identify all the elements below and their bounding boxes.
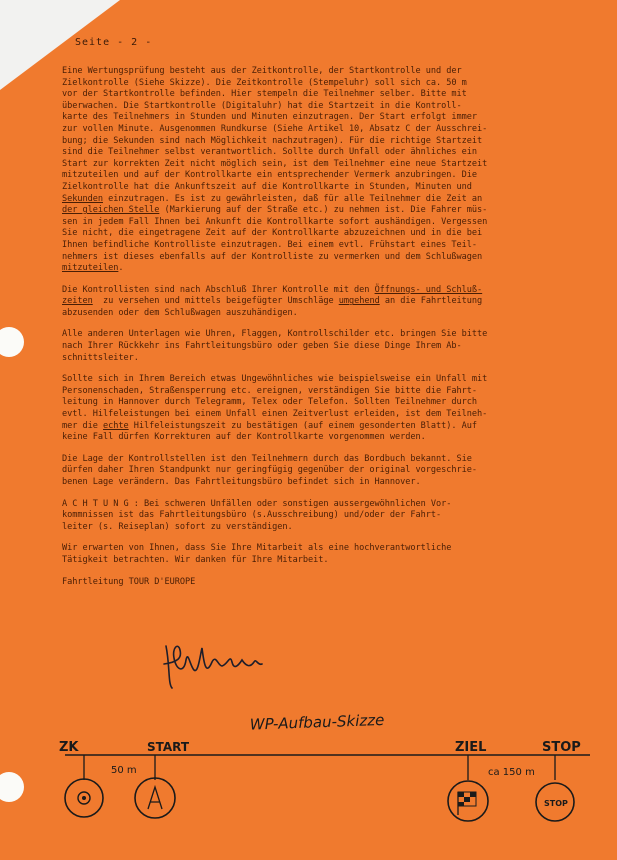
letter-body [62, 66, 562, 598]
paragraph-lage: Die Lage der Kontrollstellen ist den Teilnehmern durch das Bordbuch bekannt. Sie dürfen daher Ihren Standpunkt nur geringfügig gegenüber der original vorgeschrie- benen Lage verändern. Das Fahrtleitungsbüro befindet sich in Hannover. [62, 453, 478, 487]
underline-sekunden: Sekunden [62, 193, 103, 204]
label-ziel: ZIEL [455, 740, 487, 755]
distance-150m: ca 150 m [488, 767, 535, 778]
paragraph-achtung: A C H T U N G : Bei schweren Unfällen oder sonstigen aussergewöhnlichen Vor- kommnissen ist das Fahrtleitungsbüro (s.Ausschreibung) und/oder der Fahrt- leiter (s. Reiseplan) sofort zu verständigen. [62, 498, 452, 532]
stop-sign-icon [536, 783, 574, 821]
label-start: START [147, 740, 190, 754]
paragraph-dank: Wir erwarten von Ihnen, dass Sie Ihre Mitarbeit als eine hochverantwortliche Tätigkeit betrachten. Wir danken für Ihre Mitarbeit. [62, 543, 452, 565]
wp-sketch [55, 705, 595, 845]
sketch-title: WP-Aufbau-Skizze [249, 710, 385, 734]
page-header: Seite - 2 - [75, 37, 153, 48]
svg-text:STOP: STOP [544, 799, 568, 808]
underline-echte: echte [103, 420, 129, 431]
paragraph-wertungspruefung: Eine Wertungsprüfung besteht aus der Zeitkontrolle, der Startkontrolle und der Zielkontrolle (Siehe Skizze). Die Zeitkontrolle (Stempeluhr) soll sich ca. 50 m vor der Startkontrolle befinden. Hier stempeln die Teilnehmer selber. Bitte mit überwachen. Die Startkontrolle (Digitaluhr) hat die Startzeit in die Kontroll- karte des Teilnehmers in Stunden und Minuten einzutragen. Der Start erfolgt immer zur vollen Minute. Ausgenommen Rundkurse (Siehe Artikel 10, Absatz C der Ausschrei- bung; die Sekunden sind nach Möglichkeit nachzutragen). Für die richtige Startzeit sind die Teilnehmer selbst verantwortlich. Sollte durch Unfall oder ähnliches ein Start zur korrekten Zeit nicht möglich sein, ist dem Teilnehmer eine neue Startzeit mitzuteilen und auf der Kontrollkarte ein entsprechender Vermerk anzubringen. Die Zielkontrolle hat die Ankunftszeit auf die Kontrollkarte in Stunden, Minuten und Sekunden einzutragen. Es ist zu gewährleisten, daß für alle Teilnehmer die Zeit an der gleichen Stelle (Markierung auf der Straße etc.) zu nehmen ist. Die Fahrer müs- sen in jedem Fall Ihnen bei Ankunft die Kontrollkarte sofort aushändigen. Vergessen Sie nicht, die eingetragene Zeit auf der Kontrollkarte abzuzeichnen und in die bei Ihnen befindliche Kontrolliste einzutragen. Bei einem evtl. Frühstart eines Teil- nehmers ist dieses ebenfalls auf der Kontrolliste zu vermerken und dem Schlußwagen mitzuteilen. [62, 66, 488, 274]
signature-line: Fahrtleitung TOUR D'EUROPE [62, 576, 196, 587]
underline-oeffnungszeiten: Öffnungs- und Schluß- zeiten [62, 284, 483, 307]
zk-sign-icon [65, 779, 103, 817]
paragraph-unterlagen: Alle anderen Unterlagen wie Uhren, Flaggen, Kontrollschilder etc. bringen Sie bitte nach Ihrer Rückkehr ins Fahrtleitungsbüro oder geben Sie diese Dinge Ihrem Ab- schnittsleiter. [62, 329, 488, 363]
label-zk: ZK [59, 740, 79, 755]
underline-mitzuteilen: mitzuteilen [62, 263, 119, 274]
paragraph-unfall: Sollte sich in Ihrem Bereich etwas Ungewöhnliches wie beispielsweise ein Unfall mit Personenschaden, Straßensperrung etc. ereignen, verständigen Sie bitte die Fahrt- leitung in Hannover durch Telegramm, Telex oder Telefon. Sollten Teilnehmer durch evtl. Hilfeleistungen bei einem Unfall einen Zeitverlust erleiden, ist dem Teilneh- mer die echte Hilfeleistungszeit zu bestätigen (auf einem gesonderten Blatt). Auf keine Fall dürfen Korrekturen auf der Kontrollkarte vorgenommen werden. [62, 374, 488, 443]
paragraph-kontrollisten: Die Kontrollisten sind nach Abschluß Ihrer Kontrolle mit den Öffnungs- und Schluß- zeiten zu versehen und mittels beigefügter Umschläge umgehend an die Fahrtleitung abzusenden oder dem Schlußwagen auszuhändigen. [62, 284, 483, 318]
start-sign-icon [135, 778, 175, 818]
underline-gleichen-stelle: der gleichen Stelle [62, 205, 160, 216]
underline-umgehend: umgehend [338, 296, 380, 307]
distance-50m: 50 m [111, 765, 137, 776]
handwritten-signature [158, 636, 278, 696]
ziel-flag-icon [448, 781, 488, 821]
label-stop: STOP [542, 740, 581, 755]
